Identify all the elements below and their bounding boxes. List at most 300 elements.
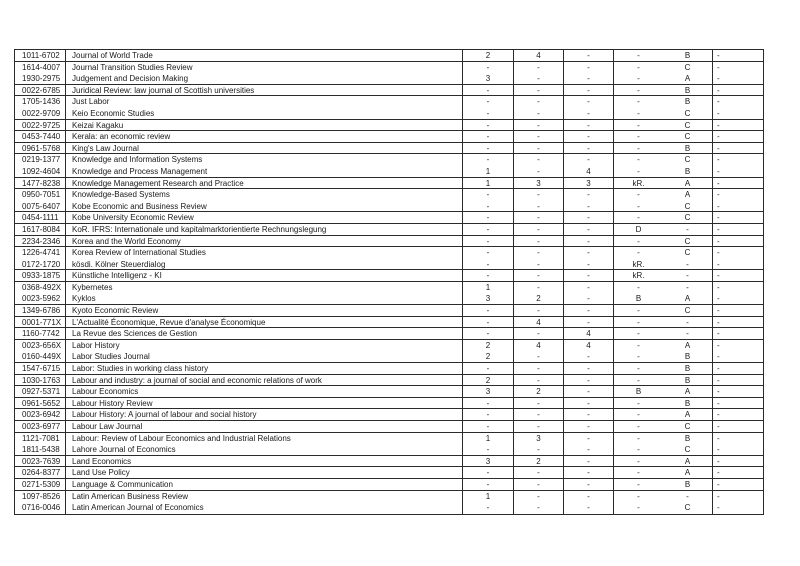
journal-title-cell: Knowledge-Based Systems [66,189,463,201]
rating-4-cell: - [637,143,640,153]
rating-4-cell: - [637,201,640,211]
table-row [15,386,763,398]
journal-title-cell: Künstliche Intelligenz - KI [66,270,463,281]
rating-1-cell: - [463,409,514,420]
rating-2-cell: - [514,201,564,212]
journal-title-cell: Journal Transition Studies Review [66,62,463,74]
rating-5-cell: A [663,178,713,189]
rating-1-cell: - [463,502,514,514]
journal-title-cell: Labour History Review [66,398,463,409]
rating-1-cell: - [463,120,514,131]
rating-1-cell: 1 [463,282,514,294]
issn-cell: 0264-8377 [15,467,66,478]
rating-5-cell: C [663,131,713,142]
table-row [15,433,763,445]
journal-title-cell: Journal of World Trade [66,50,463,61]
rating-6-cell: - [717,364,720,374]
rating-5-cell: - [663,259,713,270]
rating-4-cell: - [637,132,640,142]
issn-cell: 0961-5652 [15,398,66,409]
rating-4-cell: - [637,108,640,118]
rating-1-cell: - [463,189,514,201]
journal-title-cell: Kyoto Economic Review [66,305,463,316]
rating-1-cell: 2 [463,351,514,362]
rating-5-cell: C [663,421,713,432]
issn-cell: 0368-492X [15,282,66,294]
journal-title-cell: Labor: Studies in working class history [66,363,463,374]
rating-6-cell: - [717,224,720,234]
rating-3-cell: - [564,270,614,281]
rating-6-cell: - [717,236,720,246]
journal-title-cell: Latin American Journal of Economics [66,502,463,514]
rating-5-cell: A [663,340,713,352]
journal-rating-table [14,49,764,515]
rating-2-cell: - [514,479,564,490]
issn-cell: 1097-8526 [15,491,66,503]
rating-3-cell: 4 [564,328,614,339]
rating-3-cell: - [564,154,614,166]
rating-4-cell: B [635,294,642,304]
issn-cell: 0927-5371 [15,386,66,397]
rating-3-cell: - [564,293,614,304]
rating-5-cell: C [663,247,713,259]
table-row [15,50,763,62]
rating-4-cell: - [637,422,640,431]
rating-1-cell: 3 [463,73,514,84]
rating-4-cell: - [637,190,640,200]
rating-3-cell: - [564,467,614,478]
rating-6-cell: - [717,491,720,501]
rating-1-cell: 1 [463,166,514,177]
rating-2-cell: - [514,491,564,503]
rating-3-cell: - [564,375,614,386]
rating-4-cell: - [637,51,640,60]
rating-6-cell: - [717,74,720,84]
rating-6-cell: - [717,51,720,60]
rating-1-cell: 3 [463,386,514,397]
rating-1-cell: - [463,398,514,409]
table-row [15,247,763,259]
rating-6-cell: - [717,143,720,153]
rating-4-cell: - [637,410,640,420]
rating-5-cell: - [663,491,713,503]
issn-cell: 0271-5309 [15,479,66,490]
rating-1-cell: - [463,96,514,108]
rating-4-cell: - [637,503,640,513]
rating-3-cell: - [564,444,614,455]
journal-title-cell: Labor History [66,340,463,352]
rating-2-cell: - [514,166,564,177]
rating-2-cell: 3 [514,433,564,445]
rating-6-cell: - [717,201,720,211]
rating-3-cell: - [564,398,614,409]
table-row [15,108,763,120]
table-row [15,73,763,85]
rating-5-cell: A [663,189,713,201]
rating-1-cell: - [463,467,514,478]
rating-3-cell: - [564,62,614,74]
rating-5-cell: B [663,85,713,96]
table-row [15,328,763,340]
journal-title-cell: Language & Communication [66,479,463,490]
rating-3-cell: - [564,131,614,142]
rating-5-cell: C [663,212,713,223]
rating-4-cell: kR. [632,178,645,188]
rating-6-cell: - [717,213,720,223]
table-row [15,166,763,178]
issn-cell: 0023-656X [15,340,66,352]
journal-title-cell: Labour and industry: a journal of social and economic relations of work [66,375,463,386]
rating-2-cell: - [514,236,564,247]
rating-5-cell: C [663,62,713,74]
rating-4-cell: - [637,62,640,72]
journal-title-cell: Labour History: A journal of labour and social history [66,409,463,420]
table-row [15,178,763,190]
table-row [15,143,763,155]
rating-6-cell: - [717,398,720,408]
rating-6-cell: - [717,282,720,292]
rating-5-cell: B [663,50,713,61]
rating-6-cell: - [717,387,720,397]
issn-cell: 0219-1377 [15,154,66,166]
rating-5-cell: A [663,386,713,397]
rating-4-cell: - [637,155,640,165]
rating-2-cell: - [514,120,564,131]
rating-2-cell: - [514,375,564,386]
issn-cell: 0023-7639 [15,456,66,467]
rating-5-cell: B [663,143,713,154]
issn-cell: 1547-6715 [15,363,66,374]
rating-2-cell: - [514,85,564,96]
rating-5-cell: C [663,305,713,316]
journal-title-cell: KoR. IFRS: Internationale und kapitalmarktorientierte Rechnungslegung [66,224,463,235]
issn-cell: 1705-1436 [15,96,66,108]
table-row [15,340,763,352]
rating-3-cell: - [564,108,614,119]
issn-cell: 0001-771X [15,317,66,328]
rating-2-cell: - [514,444,564,455]
rating-1-cell: - [463,212,514,223]
rating-5-cell: - [663,224,713,235]
issn-cell: 1477-8238 [15,178,66,189]
rating-5-cell: A [663,467,713,478]
rating-6-cell: - [717,468,720,478]
rating-2-cell: 2 [514,293,564,304]
rating-1-cell: - [463,444,514,455]
rating-1-cell: - [463,259,514,270]
table-row [15,375,763,387]
rating-4-cell: kR. [632,259,645,269]
rating-3-cell: - [564,409,614,420]
journal-title-cell: Just Labor [66,96,463,108]
rating-6-cell: - [717,108,720,118]
rating-3-cell: - [564,85,614,96]
rating-3-cell: - [564,96,614,108]
issn-cell: 1092-4604 [15,166,66,177]
rating-3-cell: - [564,491,614,503]
table-row [15,62,763,74]
rating-1-cell: - [463,236,514,247]
rating-3-cell: 4 [564,340,614,352]
journal-title-cell: Judgement and Decision Making [66,73,463,84]
rating-1-cell: - [463,305,514,316]
journal-title-cell: Knowledge and Process Management [66,166,463,177]
rating-6-cell: - [717,352,720,362]
journal-title-cell: Lahore Journal of Economics [66,444,463,455]
rating-2-cell: - [514,270,564,281]
rating-5-cell: C [663,120,713,131]
rating-5-cell: B [663,363,713,374]
rating-2-cell: - [514,131,564,142]
journal-title-cell: Land Economics [66,456,463,467]
rating-4-cell: D [635,224,642,234]
rating-6-cell: - [717,340,720,350]
rating-3-cell: - [564,305,614,316]
rating-5-cell: B [663,96,713,108]
table-row [15,444,763,456]
issn-cell: 0453-7440 [15,131,66,142]
rating-5-cell: B [663,433,713,445]
rating-2-cell: 4 [514,50,564,61]
rating-3-cell: - [564,351,614,362]
rating-1-cell: 2 [463,375,514,386]
issn-cell: 0160-449X [15,351,66,362]
rating-1-cell: - [463,328,514,339]
rating-5-cell: - [663,270,713,281]
rating-3-cell: - [564,502,614,514]
issn-cell: 1617-8084 [15,224,66,235]
rating-1-cell: - [463,154,514,166]
issn-cell: 1614-4007 [15,62,66,74]
rating-6-cell: - [717,375,720,385]
table-row [15,201,763,213]
issn-cell: 0172-1720 [15,259,66,270]
table-row [15,120,763,132]
rating-5-cell: B [663,351,713,362]
rating-6-cell: - [717,329,720,339]
rating-1-cell: 1 [463,178,514,189]
journal-title-cell: Keizai Kagaku [66,120,463,131]
rating-6-cell: - [717,120,720,130]
rating-6-cell: - [717,62,720,72]
journal-title-cell: L'Actualité Économique, Revue d'analyse Économique [66,317,463,328]
table-row [15,270,763,282]
rating-1-cell: - [463,224,514,235]
rating-2-cell: - [514,143,564,154]
table-row [15,154,763,166]
rating-2-cell: - [514,409,564,420]
issn-cell: 0961-5768 [15,143,66,154]
issn-cell: 0023-6977 [15,421,66,432]
issn-cell: 0022-9725 [15,120,66,131]
issn-cell: 1160-7742 [15,328,66,339]
rating-6-cell: - [717,410,720,420]
issn-cell: 0022-9709 [15,108,66,119]
rating-4-cell: - [637,282,640,292]
rating-5-cell: A [663,73,713,84]
rating-6-cell: - [717,503,720,513]
journal-title-cell: Latin American Business Review [66,491,463,503]
rating-1-cell: 1 [463,433,514,445]
rating-1-cell: - [463,247,514,259]
rating-2-cell: - [514,305,564,316]
rating-4-cell: - [637,340,640,350]
rating-4-cell: - [637,479,640,489]
rating-2-cell: 4 [514,317,564,328]
rating-5-cell: C [663,236,713,247]
rating-6-cell: - [717,248,720,258]
rating-2-cell: - [514,398,564,409]
rating-6-cell: - [717,85,720,95]
rating-3-cell: - [564,317,614,328]
rating-2-cell: - [514,62,564,74]
rating-6-cell: - [717,166,720,176]
table-row [15,456,763,468]
rating-3-cell: - [564,433,614,445]
rating-6-cell: - [717,479,720,489]
table-row [15,224,763,236]
journal-title-cell: King's Law Journal [66,143,463,154]
rating-3-cell: - [564,259,614,270]
rating-3-cell: 3 [564,178,614,189]
rating-6-cell: - [717,178,720,188]
rating-4-cell: - [637,445,640,455]
issn-cell: 1349-6786 [15,305,66,316]
journal-title-cell: Land Use Policy [66,467,463,478]
rating-6-cell: - [717,306,720,316]
rating-3-cell: - [564,386,614,397]
rating-2-cell: 4 [514,340,564,352]
rating-3-cell: 4 [564,166,614,177]
table-row [15,293,763,305]
table-row [15,363,763,375]
issn-cell: 0022-6785 [15,85,66,96]
issn-cell: 1121-7081 [15,433,66,445]
rating-3-cell: - [564,282,614,294]
rating-3-cell: - [564,421,614,432]
rating-4-cell: - [637,74,640,84]
rating-1-cell: - [463,270,514,281]
rating-3-cell: - [564,143,614,154]
rating-2-cell: - [514,363,564,374]
rating-6-cell: - [717,190,720,200]
rating-2-cell: - [514,154,564,166]
table-row [15,491,763,503]
table-row [15,467,763,479]
table-row [15,409,763,421]
rating-2-cell: - [514,259,564,270]
journal-title-cell: Korea and the World Economy [66,236,463,247]
rating-2-cell: - [514,108,564,119]
rating-4-cell: - [637,85,640,95]
rating-5-cell: C [663,108,713,119]
journal-title-cell: Labour Economics [66,386,463,397]
rating-1-cell: - [463,108,514,119]
rating-4-cell: - [637,364,640,374]
rating-1-cell: - [463,421,514,432]
journal-title-cell: La Revue des Sciences de Gestion [66,328,463,339]
rating-1-cell: 1 [463,491,514,503]
rating-4-cell: - [637,236,640,246]
rating-6-cell: - [717,132,720,142]
rating-5-cell: - [663,328,713,339]
issn-cell: 1011-6702 [15,50,66,61]
journal-title-cell: Kerala: an economic review [66,131,463,142]
rating-4-cell: - [637,433,640,443]
rating-5-cell: B [663,166,713,177]
rating-6-cell: - [717,271,720,281]
table-row [15,479,763,491]
rating-2-cell: 3 [514,178,564,189]
rating-5-cell: C [663,502,713,514]
rating-5-cell: A [663,456,713,467]
rating-3-cell: - [564,50,614,61]
journal-title-cell: Juridical Review: law journal of Scottish universities [66,85,463,96]
issn-cell: 1811-5438 [15,444,66,455]
rating-6-cell: - [717,317,720,327]
journal-title-cell: Kobe University Economic Review [66,212,463,223]
table-row [15,85,763,97]
rating-1-cell: 2 [463,50,514,61]
rating-4-cell: - [637,329,640,339]
rating-4-cell: B [635,387,642,397]
rating-5-cell: A [663,409,713,420]
issn-cell: 0023-5962 [15,293,66,304]
journal-title-cell: Labour: Review of Labour Economics and Industrial Relations [66,433,463,445]
rating-2-cell: - [514,224,564,235]
rating-3-cell: - [564,120,614,131]
table-row [15,305,763,317]
journal-title-cell: Labor Studies Journal [66,351,463,362]
rating-4-cell: - [637,375,640,385]
rating-2-cell: - [514,351,564,362]
rating-5-cell: C [663,154,713,166]
issn-cell: 1226-4741 [15,247,66,259]
rating-6-cell: - [717,456,720,466]
table-row [15,212,763,224]
rating-4-cell: - [637,120,640,130]
rating-4-cell: - [637,491,640,501]
rating-6-cell: - [717,422,720,431]
rating-1-cell: - [463,85,514,96]
rating-4-cell: - [637,398,640,408]
table-row [15,398,763,410]
rating-6-cell: - [717,259,720,269]
rating-3-cell: - [564,201,614,212]
issn-cell: 0933-1875 [15,270,66,281]
table-row [15,502,763,514]
journal-title-cell: Keio Economic Studies [66,108,463,119]
rating-2-cell: - [514,73,564,84]
issn-cell: 2234-2346 [15,236,66,247]
rating-1-cell: 2 [463,340,514,352]
rating-4-cell: - [637,97,640,107]
rating-5-cell: - [663,317,713,328]
journal-title-cell: Kobe Economic and Business Review [66,201,463,212]
issn-cell: 0075-6407 [15,201,66,212]
rating-3-cell: - [564,73,614,84]
rating-1-cell: 3 [463,293,514,304]
journal-title-cell: Labour Law Journal [66,421,463,432]
rating-4-cell: - [637,352,640,362]
issn-cell: 0023-6942 [15,409,66,420]
rating-6-cell: - [717,294,720,304]
rating-5-cell: C [663,201,713,212]
rating-1-cell: - [463,201,514,212]
rating-3-cell: - [564,236,614,247]
rating-2-cell: - [514,247,564,259]
rating-1-cell: - [463,363,514,374]
